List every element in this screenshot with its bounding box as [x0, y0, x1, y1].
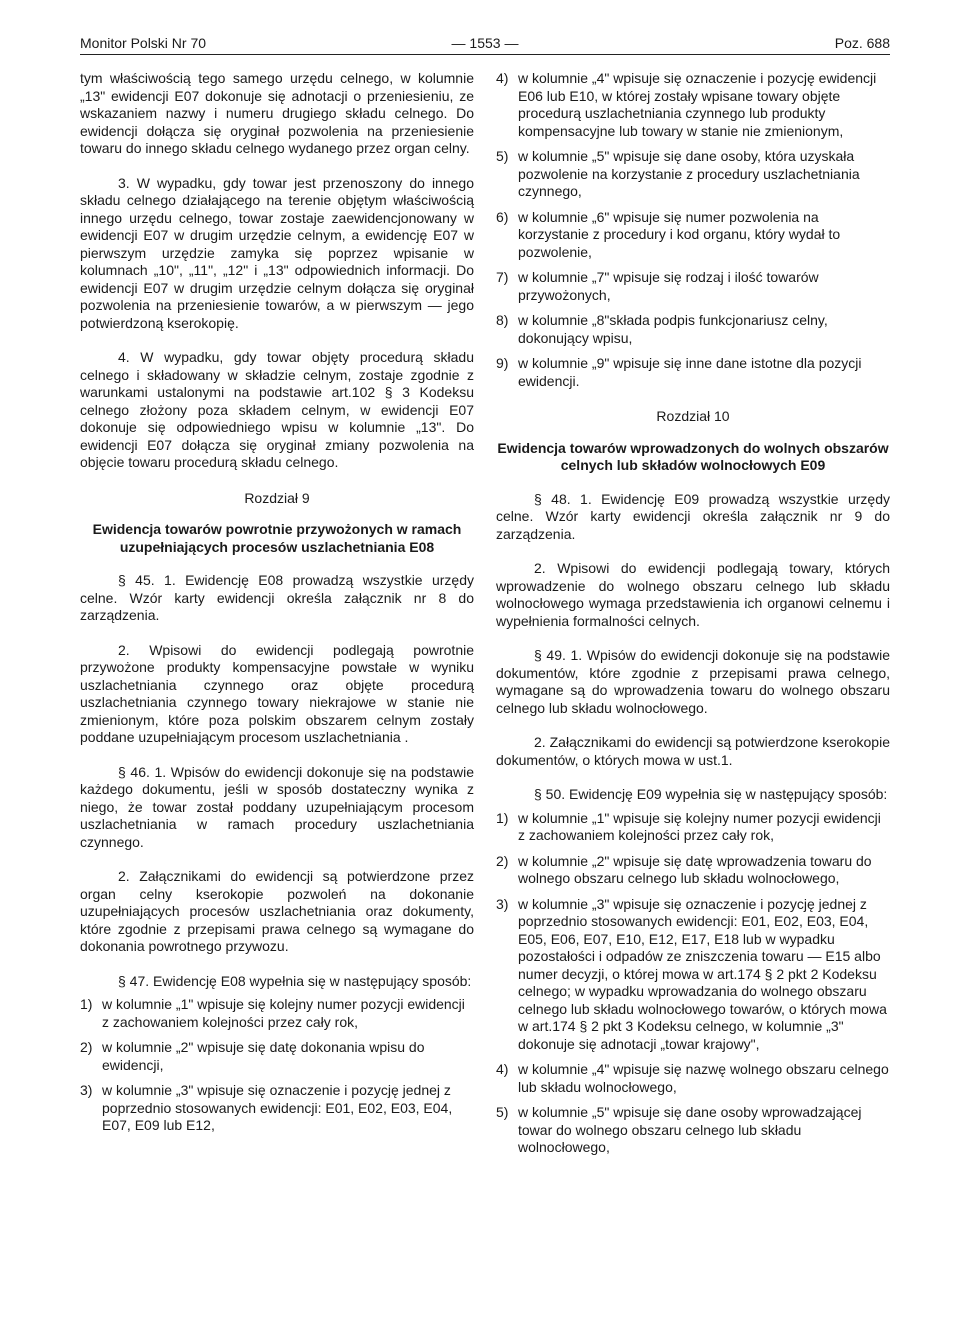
list-item-text: w kolumnie „3" wpisuje się oznaczenie i pozycję jednej z poprzednio stosowanych ewidencji: E01, E02, E03, E04, E05, E06, E07, E10, E12, E17, E18 lub w wypadku pozostałości i odpadów ze zniszczenia towaru — E15 albo numer decyzji, o której mowa w art.174 § 2 pkt 2 Kodeksu celnego; w wypadku wprowadzania do wolnego obszaru celnego lub składu wolnocłowego towarów, o których mowa w art.174 § 2 pkt 3 Kodeksu celnego, w kolumnie „3" dokonuje się adnotacji „towar krajowy", — [518, 895, 887, 1052]
paragraph: 3. W wypadku, gdy towar jest przenoszony do innego składu celnego działającego na terenie objętym właściwością innego urzędu celnego, towar zostaje zaewidencjonowany w ewidencji E07 w drugim urzędzie celnym, a ewidencję E07 w pierwszym urzędzie zamyka się poprzez wpisanie w kolumnach „10", „11", „12" i „13" odpowiednich informacji. Do ewidencji E07 w drugim urzędzie celnym dołącza się oryginał pozwolenia na przeniesienie towarów, a w pierwszym — jego potwierdzoną kserokopię. — [80, 174, 474, 331]
paragraph: § 45. 1. Ewidencję E08 prowadzą wszystkie urzędy celne. Wzór karty ewidencji określa załącznik nr 8 do zarządzenia. — [80, 572, 474, 623]
chapter-title: Ewidencja towarów powrotnie przywożonych w ramach uzupełniających procesów uszlachetniania E08 — [92, 521, 462, 555]
list-item-text: w kolumnie „8"składa podpis funkcjonariusz celny, dokonujący wpisu, — [518, 312, 828, 346]
list-item — [496, 70, 890, 140]
list-item — [496, 355, 890, 390]
list-item-text: w kolumnie „1" wpisuje się kolejny numer pozycji ewidencji z zachowaniem kolejności przez cały rok, — [518, 809, 881, 843]
list-item — [496, 269, 890, 304]
list-item-text: w kolumnie „2" wpisuje się datę wprowadzenia towaru do wolnego obszaru celnego lub składu wolnocłowego, — [518, 852, 872, 886]
list-item-number: 9) — [496, 355, 509, 371]
list-item-text: w kolumnie „5" wpisuje się dane osoby, która uzyskała pozwolenie na korzystanie z procedury uszlachetniania czynnego, — [518, 148, 860, 199]
list-item-text: w kolumnie „7" wpisuje się rodzaj i ilość towarów przywożonych, — [518, 269, 819, 303]
list — [80, 996, 474, 1135]
list-item-text: w kolumnie „6" wpisuje się numer pozwolenia na korzystanie z procedury i kod organu, który wydał to pozwolenie, — [518, 208, 841, 260]
list-item-number: 1) — [80, 996, 93, 1012]
list-item — [80, 1082, 474, 1135]
paragraph: 2. Wpisowi do ewidencji podlegają powrotnie przywożone produkty kompensacyjne powstałe w wyniku uszlachetniania czynnego oraz objęte procedurą uszlachetniania czynnego towary niekrajowe w stanie nie zmienionym, które poza polskim obszarem celnym zostały poddane uzupełniającym procesom uszlachetniania . — [80, 641, 474, 745]
paragraph: § 49. 1. Wpisów do ewidencji dokonuje się na podstawie dokumentów, które zgodnie z przepisami prawa celnego, wymagane są do wprowadzenia towaru do wolnego obszaru celnego lub składu wolnocłowego. — [496, 647, 890, 716]
paragraph: 2. Załącznikami do ewidencji są potwierdzone przez organ celny kserokopie pozwoleń na dokonanie uzupełniających procesów uszlachetniania oraz dokumenty, które zgodnie z przepisami prawa celnego są wymagane do dokonania powrotnego przywozu. — [80, 868, 474, 954]
list-item-number: 5) — [496, 1104, 509, 1120]
paragraph: 2. Załącznikami do ewidencji są potwierdzone kserokopie dokumentów, o których mowa w ust.1. — [496, 734, 890, 768]
list-item — [496, 312, 890, 347]
position-number: Poz. 688 — [834, 35, 890, 51]
list-item-text: w kolumnie „3" wpisuje się oznaczenie i pozycję jednej z poprzednio stosowanych ewidencji: E01, E02, E03, E04, E07, E09 lub E12, — [102, 1082, 453, 1133]
list-item — [496, 1061, 890, 1096]
list-item-number: 4) — [496, 1061, 509, 1077]
list-item — [496, 810, 890, 845]
list-item-number: 7) — [496, 269, 509, 285]
list-item-number: 3) — [80, 1082, 93, 1098]
list-item — [80, 996, 474, 1031]
list-item-number: 2) — [496, 852, 509, 869]
list-item-text: w kolumnie „2" wpisuje się datę dokonania wpisu do ewidencji, — [102, 1039, 425, 1073]
list-item-number: 3) — [496, 895, 509, 912]
paragraph: § 50. Ewidencję E09 wypełnia się w następujący sposób: — [534, 786, 888, 802]
list-item — [496, 853, 890, 888]
chapter-title: Ewidencja towarów wprowadzonych do wolnych obszarów celnych lub składów wolnocłowych E09 — [497, 439, 889, 473]
chapter-heading: Rozdział 10 — [656, 408, 730, 424]
list-item-number: 5) — [496, 148, 509, 164]
list-item-number: 2) — [80, 1039, 93, 1055]
list-item-number: 6) — [496, 208, 509, 225]
list-item — [496, 148, 890, 201]
list-item-text: w kolumnie „1" wpisuje się kolejny numer pozycji ewidencji z zachowaniem kolejności przez cały rok, — [102, 996, 465, 1030]
list-item — [496, 1104, 890, 1157]
page-header — [80, 34, 890, 54]
paragraph: 4. W wypadku, gdy towar objęty procedurą składu celnego i składowany w składzie celnym, zostaje zgodnie z warunkami ustalonymi na podstawie art.102 § 3 Kodeksu celnego złożony poza składem celnym, w ewidencji E07 dokonuje się odpowiedniego wpisu w kolumnie „13". Do ewidencji E07 dołącza się oryginał zmiany pozwolenia na objęcie towaru procedurą składu celnego. — [80, 349, 474, 470]
list — [496, 810, 890, 1157]
list-item-text: w kolumnie „4" wpisuje się oznaczenie i pozycję ewidencji E06 lub E10, w której zostały wpisane towary objęte procedurą uszlachetniania czynnego lub produkty kompensacyjne lub towary w stanie nie zmienionym, — [518, 70, 877, 139]
list-item-text: w kolumnie „4" wpisuje się nazwę wolnego obszaru celnego lub składu wolnocłowego, — [518, 1061, 889, 1095]
paragraph: tym właściwością tego samego urzędu celnego, w kolumnie „13" ewidencji E07 dokonuje się adnotacji o przeniesieniu, ze wskazaniem nazwy i numeru drugiego składu celnego. Do ewidencji dołącza się oryginał pozwolenia na przeniesienie towaru do innego składu celnego wydanego przez organ celny. — [80, 70, 474, 156]
page-number: — 1553 — — [451, 35, 519, 51]
list — [496, 70, 890, 390]
list-item — [496, 896, 890, 1054]
header-rule — [80, 54, 890, 55]
journal-name: Monitor Polski Nr 70 — [80, 35, 207, 51]
list-item — [80, 1039, 474, 1074]
list-item-text: w kolumnie „5" wpisuje się dane osoby wprowadzającej towar do wolnego obszaru celnego lub składu wolnocłowego, — [518, 1104, 862, 1155]
chapter-heading: Rozdział 9 — [244, 489, 310, 506]
list-item-number: 8) — [496, 312, 509, 328]
list-item-text: w kolumnie „9" wpisuje się inne dane istotne dla pozycji ewidencji. — [518, 355, 862, 389]
left-column — [80, 70, 474, 1143]
list-item-number: 4) — [496, 70, 509, 86]
paragraph: § 46. 1. Wpisów do ewidencji dokonuje się na podstawie każdego dokumentu, jeśli w sposób dostateczny wynika z niego, że towar został poddany uzupełniającym procesom uszlachetniania w ramach procedury uszlachetniania czynnego. — [80, 763, 474, 850]
paragraph: 2. Wpisowi do ewidencji podlegają towary, których wprowadzenie do wolnego obszaru celnego lub składu wolnocłowego wymaga przedstawienia ich organowi celnemu i wypełnienia formalności celnych. — [496, 560, 890, 629]
list-item-number: 1) — [496, 809, 509, 826]
paragraph: § 47. Ewidencję E08 wypełnia się w następujący sposób: — [118, 972, 472, 989]
right-column — [496, 70, 890, 1165]
list-item — [496, 209, 890, 262]
paragraph: § 48. 1. Ewidencję E09 prowadzą wszystkie urzędy celne. Wzór karty ewidencji określa załącznik nr 9 do zarządzenia. — [496, 490, 890, 542]
